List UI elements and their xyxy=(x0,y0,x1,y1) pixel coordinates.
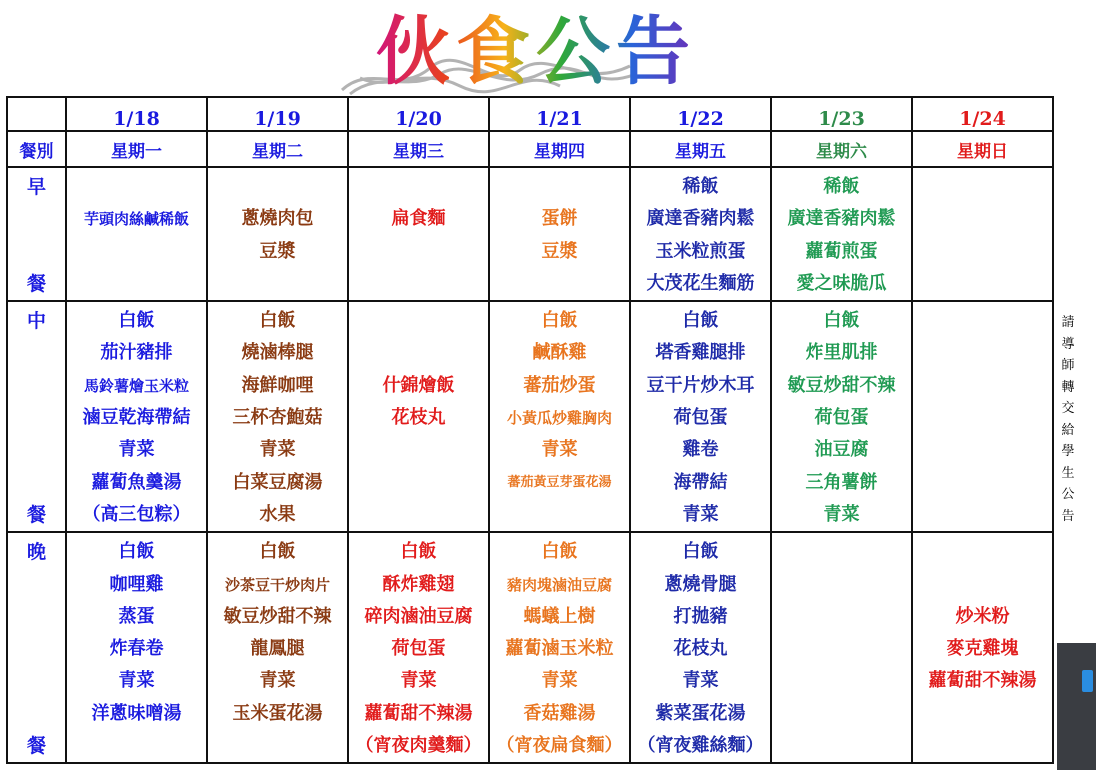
menu-item: 蕃茄炒蛋 xyxy=(523,374,596,396)
menu-item: 白飯 xyxy=(823,310,860,332)
menu-item: 塔香雞腿排 xyxy=(655,342,746,364)
side-note-char: 生 xyxy=(1061,465,1075,481)
menu-item xyxy=(67,171,206,203)
side-note-char: 導 xyxy=(1061,336,1075,352)
dinner-day-cell xyxy=(771,532,912,763)
menu-item: 白飯 xyxy=(118,541,155,563)
weekday-cell: 星期一 xyxy=(66,131,207,167)
side-note-char: 請 xyxy=(1061,315,1075,330)
side-note-char: 交 xyxy=(1061,401,1075,416)
menu-item: 海鮮咖哩 xyxy=(241,374,314,396)
dinner-day-cell xyxy=(66,532,207,763)
menu-item: 蘿蔔魚羹湯 xyxy=(91,471,182,493)
lunch-day-cell xyxy=(207,301,348,532)
side-note xyxy=(1056,312,1080,527)
menu-item: 酥炸雞翅 xyxy=(382,573,455,595)
lunch-label xyxy=(8,302,65,531)
lunch-day-cell xyxy=(912,301,1053,532)
menu-item: 炸春卷 xyxy=(109,638,164,660)
lunch-day-cell xyxy=(630,301,771,532)
menu-item: 洋蔥味噌湯 xyxy=(91,702,182,724)
menu-item xyxy=(913,569,1052,601)
menu-item: 燒滷棒腿 xyxy=(241,342,314,364)
menu-item: 青菜 xyxy=(400,670,437,692)
date-cell: 1/21 xyxy=(489,97,630,131)
menu-item: 紫菜蛋花湯 xyxy=(655,702,746,724)
menu-item xyxy=(208,171,347,203)
menu-item: 芋頭肉絲鹹稀飯 xyxy=(83,210,189,229)
menu-item: 花枝丸 xyxy=(673,638,728,660)
menu-item: 蔥燒骨腿 xyxy=(664,573,737,595)
menu-item: 雞卷 xyxy=(682,439,719,461)
menu-item: 油豆腐 xyxy=(814,439,869,461)
weekday-cell: 星期四 xyxy=(489,131,630,167)
menu-item: 豬肉塊滷油豆腐 xyxy=(506,575,612,594)
side-note-char: 公 xyxy=(1061,487,1075,502)
meal-label-cell xyxy=(7,532,66,763)
breakfast-day-cell xyxy=(66,167,207,301)
menu-item: 白飯 xyxy=(541,310,578,332)
menu-item: 扁食麵 xyxy=(391,208,446,230)
menu-item: （宵夜肉羹麵） xyxy=(355,735,482,757)
menu-item: 青菜 xyxy=(541,670,578,692)
menu-item: 三杯杏鮑菇 xyxy=(232,407,323,429)
menu-item: 麥克雞塊 xyxy=(946,638,1019,660)
menu-item: 什錦燴飯 xyxy=(382,374,455,396)
menu-item: 螞蟻上樹 xyxy=(523,605,596,627)
date-cell: 1/24 xyxy=(912,97,1053,131)
menu-item: 蔥燒肉包 xyxy=(241,208,314,230)
meal-label-cell xyxy=(7,167,66,301)
menu-item: 青菜 xyxy=(823,503,860,525)
menu-item xyxy=(349,305,488,337)
menu-item: 愛之味脆瓜 xyxy=(796,272,887,294)
breakfast-day-cell xyxy=(348,167,489,301)
menu-item: 青菜 xyxy=(259,670,296,692)
menu-item xyxy=(349,171,488,203)
breakfast-label xyxy=(8,168,65,300)
breakfast-day-cell xyxy=(912,167,1053,301)
menu-item: 茄汁豬排 xyxy=(100,342,173,364)
side-note-char: 學 xyxy=(1061,444,1075,459)
lunch-day-cell xyxy=(348,301,489,532)
date-cell: 1/23 xyxy=(771,97,912,131)
side-note-char: 師 xyxy=(1061,358,1075,373)
lunch-label-top: 中 xyxy=(26,310,46,333)
menu-item: 敏豆炒甜不辣 xyxy=(787,374,896,396)
menu-item: 青菜 xyxy=(682,503,719,525)
lunch-label-bottom: 餐 xyxy=(26,504,46,527)
menu-item: 咖哩雞 xyxy=(109,573,164,595)
lunch-day-cell xyxy=(771,301,912,532)
menu-item: 大茂花生麵筋 xyxy=(646,272,755,294)
menu-item: 白飯 xyxy=(400,541,437,563)
menu-item: 青菜 xyxy=(259,439,296,461)
menu-item: 碎肉滷油豆腐 xyxy=(364,605,473,627)
date-cell: 1/20 xyxy=(348,97,489,131)
menu-item: 廣達香豬肉鬆 xyxy=(646,208,755,230)
menu-item: 敏豆炒甜不辣 xyxy=(223,605,332,627)
menu-item: 蛋餅 xyxy=(541,208,578,230)
menu-item: 打拋豬 xyxy=(673,605,728,627)
weekday-cell: 星期六 xyxy=(771,131,912,167)
page-title: 伙食公告 xyxy=(376,6,696,98)
corner-cell xyxy=(7,97,66,131)
menu-item xyxy=(490,171,629,203)
menu-item: 滷豆乾海帶結 xyxy=(82,407,191,429)
menu-item: 炒米粉 xyxy=(955,605,1010,627)
date-cell: 1/18 xyxy=(66,97,207,131)
menu-item: 蘿蔔煎蛋 xyxy=(805,240,878,262)
menu-item: 白飯 xyxy=(118,310,155,332)
menu-item: 蘿蔔甜不辣湯 xyxy=(928,670,1037,692)
menu-item: 蒸蛋 xyxy=(118,605,155,627)
menu-item: 稀飯 xyxy=(823,176,860,197)
menu-item: （宵夜扁食麵） xyxy=(496,735,623,757)
dinner-label xyxy=(8,533,65,762)
breakfast-day-cell xyxy=(771,167,912,301)
menu-item: 荷包蛋 xyxy=(814,407,869,429)
breakfast-label-bottom: 餐 xyxy=(26,273,46,296)
lunch-day-cell xyxy=(66,301,207,532)
menu-item: 水果 xyxy=(259,503,296,525)
breakfast-day-cell xyxy=(489,167,630,301)
menu-item: 白菜豆腐湯 xyxy=(232,471,323,493)
side-note-char: 給 xyxy=(1061,422,1075,438)
menu-item: 馬鈴薯燴玉米粒 xyxy=(83,376,189,395)
menu-item: 蘿蔔甜不辣湯 xyxy=(364,702,473,724)
menu-item: 白飯 xyxy=(541,541,578,563)
menu-item: 豆干片炒木耳 xyxy=(646,374,755,396)
menu-item: （高三包粽） xyxy=(82,503,191,525)
scroll-thumb-icon[interactable] xyxy=(1082,670,1093,692)
menu-item: 玉米粒煎蛋 xyxy=(655,240,746,262)
menu-item: 炸里肌排 xyxy=(805,342,878,364)
weekday-row xyxy=(7,131,1053,167)
menu-item: 青菜 xyxy=(118,670,155,692)
dinner-day-cell xyxy=(912,532,1053,763)
menu-item: 蕃茄黃豆芽蛋花湯 xyxy=(507,474,612,490)
menu-item: 豆漿 xyxy=(541,240,578,262)
weekday-cell: 星期五 xyxy=(630,131,771,167)
menu-item: 龍鳳腿 xyxy=(250,638,305,660)
menu-item: 鹹酥雞 xyxy=(532,342,587,364)
menu-item: 青菜 xyxy=(682,670,719,692)
menu-item: 蘿蔔滷玉米粒 xyxy=(505,638,614,660)
menu-table xyxy=(6,96,1054,764)
weekday-cell: 星期二 xyxy=(207,131,348,167)
dinner-day-cell xyxy=(630,532,771,763)
menu-item: 白飯 xyxy=(259,541,296,563)
dinner-row xyxy=(7,532,1053,763)
dinner-label-top: 晚 xyxy=(26,541,46,564)
menu-item: 香菇雞湯 xyxy=(523,702,596,724)
breakfast-day-cell xyxy=(207,167,348,301)
menu-item: 白飯 xyxy=(259,310,296,332)
date-cell: 1/22 xyxy=(630,97,771,131)
menu-item: 白飯 xyxy=(682,541,719,563)
menu-item: 荷包蛋 xyxy=(391,638,446,660)
side-note-char: 轉 xyxy=(1061,379,1075,395)
menu-item: 荷包蛋 xyxy=(673,407,728,429)
dinner-label-bottom: 餐 xyxy=(26,735,46,758)
scroll-panel[interactable] xyxy=(1057,643,1096,770)
breakfast-label-top: 早 xyxy=(26,176,46,198)
title-area xyxy=(340,6,720,98)
dinner-day-cell xyxy=(207,532,348,763)
menu-item: 廣達香豬肉鬆 xyxy=(787,208,896,230)
menu-item: 玉米蛋花湯 xyxy=(232,702,323,724)
weekday-cell: 星期日 xyxy=(912,131,1053,167)
date-cell: 1/19 xyxy=(207,97,348,131)
lunch-day-cell xyxy=(489,301,630,532)
meal-label-cell xyxy=(7,301,66,532)
lunch-row xyxy=(7,301,1053,532)
menu-item: 小黃瓜炒雞胸肉 xyxy=(506,409,612,428)
breakfast-day-cell xyxy=(630,167,771,301)
menu-item: 青菜 xyxy=(118,439,155,461)
menu-item: 稀飯 xyxy=(682,176,719,197)
menu-item xyxy=(913,536,1052,568)
menu-item: 花枝丸 xyxy=(391,407,446,429)
menu-item: 白飯 xyxy=(682,310,719,332)
weekday-cell: 星期三 xyxy=(348,131,489,167)
dinner-day-cell xyxy=(348,532,489,763)
side-note-char: 告 xyxy=(1061,508,1075,524)
menu-item: 沙茶豆干炒肉片 xyxy=(224,575,330,594)
meal-type-header: 餐別 xyxy=(7,131,66,167)
menu-item xyxy=(349,337,488,369)
menu-item: 三角薯餅 xyxy=(805,471,878,493)
breakfast-row xyxy=(7,167,1053,301)
menu-item: 海帶結 xyxy=(673,471,728,493)
menu-item: 豆漿 xyxy=(259,240,296,262)
dinner-day-cell xyxy=(489,532,630,763)
date-row xyxy=(7,97,1053,131)
menu-item: （宵夜雞絲麵） xyxy=(637,735,764,757)
menu-item: 青菜 xyxy=(541,439,578,461)
